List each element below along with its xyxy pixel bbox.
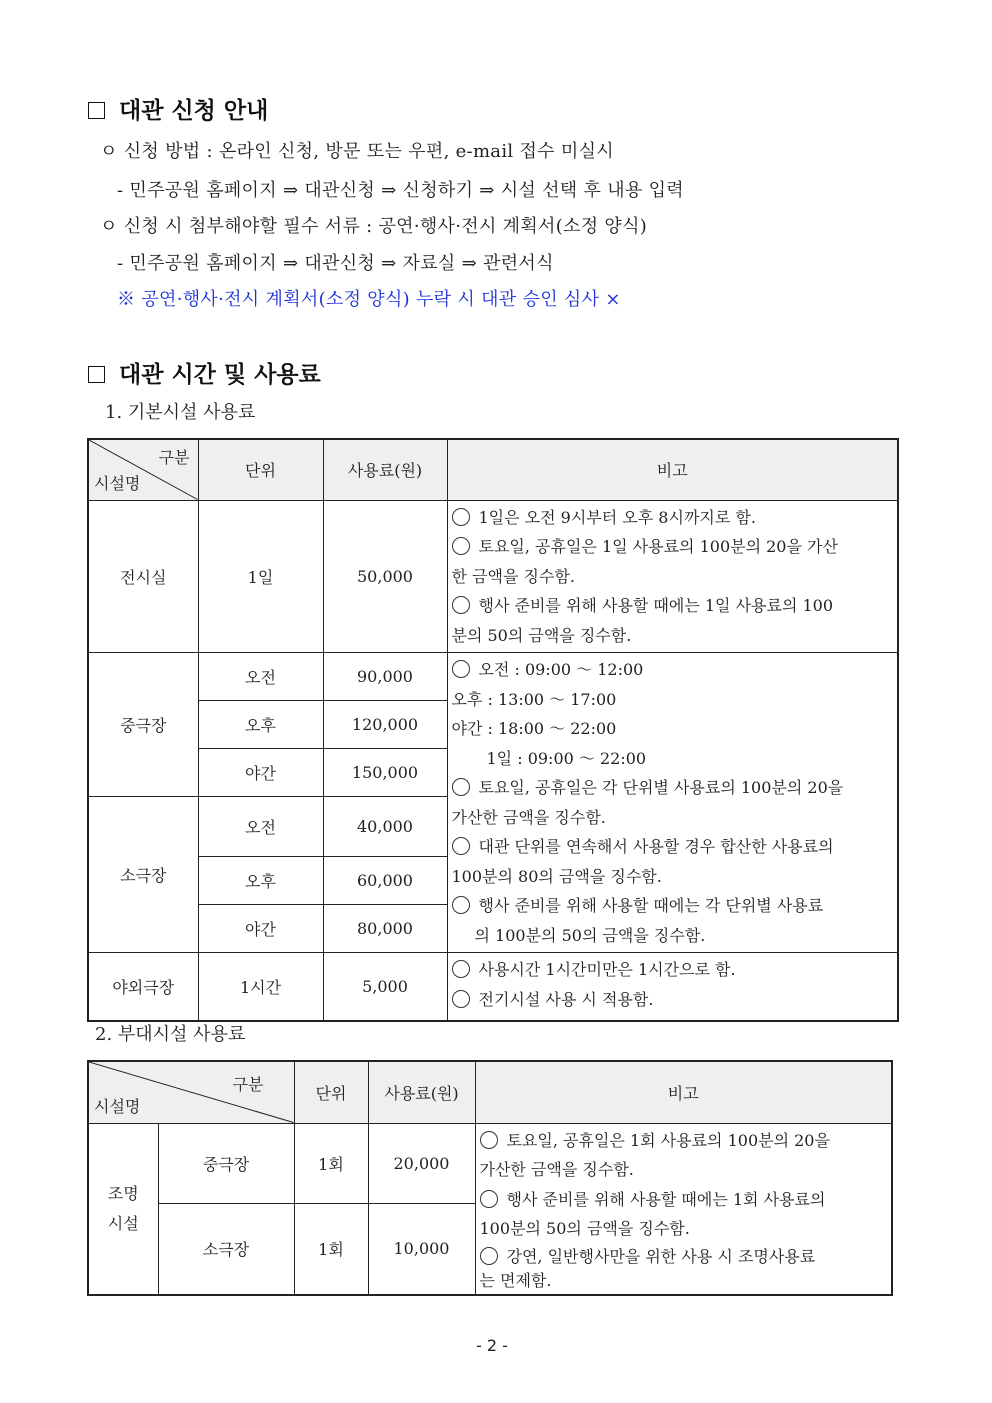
remark-continuation: 100분의 50의 금액을 징수함. [479, 1219, 690, 1238]
remark-item: 강연, 일반행사만을 위한 사용 시 조명사용료 [480, 1244, 890, 1270]
circle-bullet-icon [452, 778, 470, 796]
unit-cell: 오전 [198, 653, 323, 701]
diag-label-category: 구분 [158, 448, 190, 467]
remark-item: 대관 단위를 연속해서 사용할 경우 합산한 사용료의 [452, 832, 896, 862]
fee-cell: 120,000 [323, 701, 447, 749]
section-title-apply: 대관 신청 안내 [88, 92, 268, 125]
omission-note: ※ 공연·행사·전시 계획서(소정 양식) 누락 시 대관 승인 심사 × [117, 289, 621, 310]
header-fee: 사용료(원) [368, 1061, 475, 1123]
section-title-fees: 대관 시간 및 사용료 [88, 356, 321, 389]
header-remarks: 비고 [475, 1061, 892, 1123]
apply-method-path: - 민주공원 홈페이지 ⇒ 대관신청 ⇒ 신청하기 ⇒ 시설 선택 후 내용 입력 [117, 180, 684, 201]
facility-name: 중극장 [158, 1123, 294, 1204]
circle-bullet-icon [452, 508, 470, 526]
facility-group-line: 조명 [107, 1183, 139, 1203]
unit-cell: 야간 [198, 749, 323, 797]
facility-group [88, 1123, 158, 1295]
fee-cell: 10,000 [368, 1204, 475, 1295]
required-docs-path: - 민주공원 홈페이지 ⇒ 대관신청 ⇒ 자료실 ⇒ 관련서식 [117, 253, 554, 274]
remark-item: 1일은 오전 9시부터 오후 8시까지로 함. [452, 503, 896, 533]
remark-continuation: 야간 : 18:00 ～ 22:00 [451, 719, 617, 738]
fee-cell: 90,000 [323, 653, 447, 701]
circle-bullet-icon [480, 1190, 498, 1208]
additional-facility-fee-table [87, 1060, 893, 1296]
remarks-cell [447, 500, 898, 653]
facility-name: 야외극장 [88, 953, 198, 1021]
remark-continuation: 는 면제함. [479, 1270, 552, 1290]
remark-continuation: 1일 : 09:00 ～ 22:00 [486, 748, 647, 768]
circle-bullet-icon [452, 896, 470, 914]
circle-bullet-icon [452, 990, 470, 1008]
diag-label-facility: 시설명 [94, 473, 141, 493]
remark-item: 토요일, 공휴일은 각 단위별 사용료의 100분의 20을 [452, 773, 896, 803]
diagonal-header-cell [88, 439, 198, 500]
remarks-cell [475, 1123, 892, 1295]
remark-item: 오전 : 09:00 ～ 12:00 [452, 655, 896, 685]
diag-label-category: 구분 [232, 1075, 264, 1094]
circle-bullet-icon [452, 596, 470, 614]
table-header-row [88, 1061, 892, 1123]
remarks-cell [447, 653, 898, 953]
remark-item: 행사 준비를 위해 사용할 때에는 1일 사용료의 100 [452, 591, 896, 621]
table1-subtitle: 1. 기본시설 사용료 [105, 402, 256, 423]
remark-item: 토요일, 공휴일은 1회 사용료의 100분의 20을 [480, 1126, 890, 1156]
header-unit: 단위 [198, 439, 323, 500]
circle-bullet-icon [452, 660, 470, 678]
table-row [88, 953, 898, 1021]
remark-continuation: 분의 50의 금액을 징수함. [451, 625, 632, 645]
circle-bullet-icon [452, 837, 470, 855]
circle-bullet-icon [480, 1131, 498, 1149]
unit-cell: 오후 [198, 857, 323, 905]
remark-continuation: 가산한 금액을 징수함. [451, 807, 606, 827]
facility-group-line: 시설 [107, 1213, 139, 1233]
circle-bullet-icon [452, 960, 470, 978]
header-remarks: 비고 [447, 439, 898, 500]
remark-item: 사용시간 1시간미만은 1시간으로 함. [452, 955, 896, 985]
remarks-cell [447, 953, 898, 1021]
remark-item: 토요일, 공휴일은 1일 사용료의 100분의 20을 가산 [452, 532, 896, 562]
remark-continuation: 의 100분의 50의 금액을 징수함. [474, 925, 706, 945]
fee-cell: 150,000 [323, 749, 447, 797]
remark-item: 전기시설 사용 시 적용함. [452, 985, 896, 1015]
fee-cell: 5,000 [323, 953, 447, 1021]
fee-cell: 60,000 [323, 857, 447, 905]
table-header-row [88, 439, 898, 500]
unit-cell: 1회 [294, 1123, 368, 1204]
remark-item: 행사 준비를 위해 사용할 때에는 각 단위별 사용료 [452, 891, 896, 921]
fee-cell: 80,000 [323, 905, 447, 953]
table-row [88, 1123, 892, 1204]
checkbox-square-icon [88, 366, 105, 383]
circle-bullet-icon [452, 537, 470, 555]
unit-cell: 1회 [294, 1204, 368, 1295]
remark-continuation: 한 금액을 징수함. [451, 566, 575, 586]
facility-name: 중극장 [88, 653, 198, 797]
apply-method-line: ㅇ 신청 방법 : 온라인 신청, 방문 또는 우편, e-mail 접수 미실시 [100, 141, 614, 162]
diagonal-header-cell [88, 1061, 294, 1123]
unit-cell: 오후 [198, 701, 323, 749]
unit-cell: 1시간 [198, 953, 323, 1021]
fee-cell: 20,000 [368, 1123, 475, 1204]
circle-bullet-icon [480, 1247, 498, 1265]
table2-subtitle: 2. 부대시설 사용료 [95, 1024, 246, 1045]
facility-name: 전시실 [88, 500, 198, 653]
diag-label-facility: 시설명 [94, 1096, 141, 1116]
unit-cell: 1일 [198, 500, 323, 653]
page-number: - 2 - [476, 1336, 508, 1355]
remark-continuation: 100분의 80의 금액을 징수함. [451, 866, 662, 886]
facility-name: 소극장 [158, 1204, 294, 1295]
header-fee: 사용료(원) [323, 439, 447, 500]
basic-facility-fee-table [87, 438, 899, 1022]
facility-name: 소극장 [88, 797, 198, 953]
remark-continuation: 가산한 금액을 징수함. [479, 1160, 634, 1179]
unit-cell: 오전 [198, 797, 323, 857]
required-docs-line: ㅇ 신청 시 첨부해야할 필수 서류 : 공연·행사·전시 계획서(소정 양식) [100, 216, 648, 237]
table-row [88, 653, 898, 701]
fee-cell: 50,000 [323, 500, 447, 653]
unit-cell: 야간 [198, 905, 323, 953]
header-unit: 단위 [294, 1061, 368, 1123]
fee-cell: 40,000 [323, 797, 447, 857]
remark-item: 행사 준비를 위해 사용할 때에는 1회 사용료의 [480, 1185, 890, 1215]
table-row [88, 500, 898, 653]
remark-continuation: 오후 : 13:00 ～ 17:00 [451, 689, 617, 709]
checkbox-square-icon [88, 102, 105, 119]
